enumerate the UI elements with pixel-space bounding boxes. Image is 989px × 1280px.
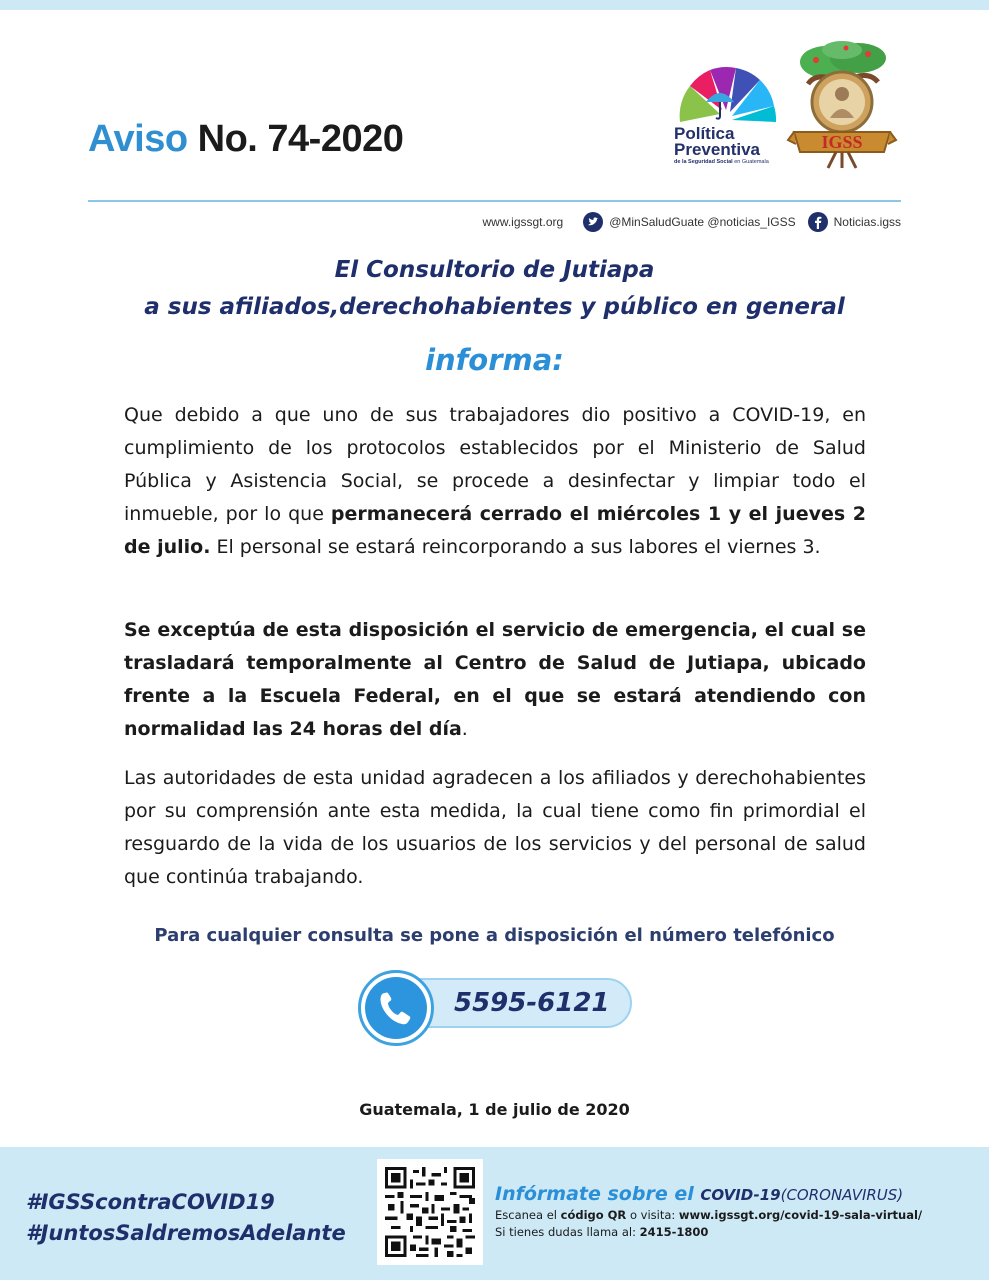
paragraph-emergency: Se exceptúa de esta disposición el servicio de emergencia, el cual se trasladará temporalmente al Centro de Salud de Jutiapa, ubicado frente a la Escuela Federal, en el que se estará atendiendo con normalidad las 24 horas del día. (124, 619, 866, 740)
qr-code-icon (385, 1167, 475, 1257)
politica-preventiva-logo (670, 58, 785, 170)
notice-number: No. 74-2020 (197, 118, 404, 160)
twitter-handles[interactable]: @MinSaludGuate @noticias_IGSS (609, 215, 796, 229)
qr-code[interactable] (377, 1159, 483, 1265)
covid-info-scan: Escanea el código QR o visita: www.igssgt.org/covid-19-sala-virtual/ (495, 1208, 923, 1222)
umbrella-rainbow-icon (670, 58, 785, 128)
top-strip (0, 0, 989, 10)
covid-hotline[interactable]: 2415-1800 (639, 1225, 709, 1239)
facebook-icon (808, 212, 828, 232)
notice-word: Aviso (88, 118, 188, 160)
svg-text:IGSS: IGSS (821, 132, 863, 152)
hashtags (26, 1187, 346, 1249)
hashtag-juntos: #JuntosSaldremosAdelante (26, 1221, 346, 1245)
igss-logo (786, 40, 898, 170)
hashtag-igss-covid: #IGSScontraCOVID19 (26, 1190, 275, 1214)
social-links (482, 212, 901, 232)
phone-number: 5595-6121 (454, 988, 610, 1018)
paragraph-thanks: Las autoridades de esta unidad agradecen a los afiliados y derechohabientes por su comprensión ante esta medida, la cual tiene como fin primordial el resguardo de la vida de los usuarios de los servicios y del personal de salud que continúa trabajando. (124, 767, 866, 888)
heading-line-1: El Consultorio de Jutiapa (334, 257, 655, 283)
header-divider (88, 200, 901, 202)
phone-icon (365, 977, 427, 1039)
covid-info-phone: Si tienes dudas llama al: 2415-1800 (495, 1225, 709, 1239)
sala-virtual-link[interactable]: www.igssgt.org/covid-19-sala-virtual/ (678, 1208, 923, 1222)
phone-badge[interactable] (358, 970, 632, 1036)
igss-tree-emblem-icon (786, 40, 898, 170)
notice-title (88, 118, 403, 161)
heading-line-2: a sus afiliados,derechohabientes y público en general (144, 294, 845, 320)
website-link[interactable]: www.igssgt.org (482, 215, 564, 229)
document-date: Guatemala, 1 de julio de 2020 (359, 1100, 630, 1119)
covid-info (495, 1183, 922, 1239)
politica-preventiva-name: Política Preventiva (674, 124, 760, 159)
footer-banner (0, 1147, 989, 1280)
phone-circle (358, 970, 434, 1046)
facebook-page[interactable]: Noticias.igss (833, 215, 901, 229)
politica-preventiva-subtitle: de la Seguridad Social en Guatemala (674, 159, 769, 165)
contact-text: Para cualquier consulta se pone a disposición el número telefónico (154, 925, 835, 946)
twitter-icon (583, 212, 603, 232)
covid-info-title: Infórmate sobre el COVID-19(CORONAVIRUS) (495, 1183, 904, 1205)
heading-informa: informa: (425, 343, 564, 377)
paragraph-closure: Que debido a que uno de sus trabajadores dio positivo a COVID-19, en cumplimiento de los protocolos establecidos por el Ministerio de Salud Pública y Asistencia Social, se procede a desinfectar y limpiar todo el inmueble, por lo que permanecerá cerrado el miércoles 1 y el jueves 2 de julio. El personal se estará reincorporando a sus labores el viernes 3. (124, 404, 866, 558)
